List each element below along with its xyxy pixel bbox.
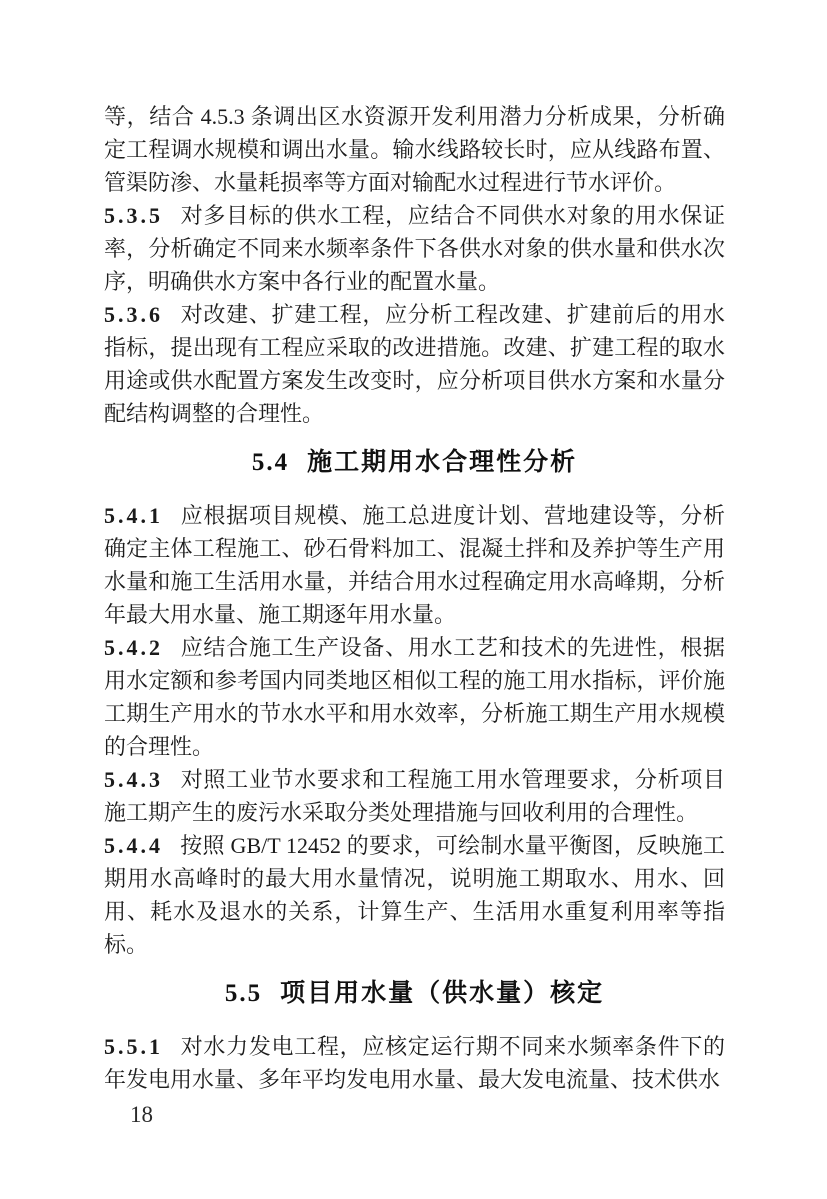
clause-text: 对照工业节水要求和工程施工用水管理要求，分析项目施工期产生的废污水采取分类处理措施与回收利用的合理性。 <box>104 767 725 825</box>
clause-text: 对多目标的供水工程，应结合不同供水对象的用水保证率，分析确定不同来水频率条件下各供水对象的供水量和供水次序，明确供水方案中各行业的配置水量。 <box>104 203 725 294</box>
clause-text: 等，结合 4.5.3 条调出区水资源开发利用潜力分析成果，分析确定工程调水规模和调出水量。输水线路较长时，应从线路布置、管渠防渗、水量耗损率等方面对输配水过程进行节水评价。 <box>104 104 725 195</box>
section-title: 施工期用水合理性分析 <box>307 448 578 476</box>
clause-text: 应根据项目规模、施工总进度计划、营地建设等，分析确定主体工程施工、砂石骨料加工、混凝土拌和及养护等生产用水量和施工生活用水量，并结合用水过程确定用水高峰期，分析年最大用水量、施工期逐年用水量。 <box>104 503 725 627</box>
clause-paragraph <box>104 298 725 430</box>
section-heading <box>104 444 725 481</box>
clause-text: 对水力发电工程，应核定运行期不同来水频率条件下的年发电用水量、多年平均发电用水量、最大发电流量、技术供水 <box>104 1034 725 1092</box>
clause-text: 对改建、扩建工程，应分析工程改建、扩建前后的用水指标，提出现有工程应采取的改进措施。改建、扩建工程的取水用途或供水配置方案发生改变时，应分析项目供水方案和水量分配结构调整的合理性。 <box>104 302 725 426</box>
clause-paragraph <box>104 631 725 763</box>
page-number: 18 <box>130 1102 153 1127</box>
continuation-paragraph <box>104 100 725 199</box>
clause-paragraph <box>104 1030 725 1096</box>
clause-paragraph <box>104 499 725 631</box>
section-number: 5.4 <box>251 449 290 476</box>
section-title: 项目用水量（供水量）核定 <box>280 979 605 1007</box>
clause-number: 5.4.1 <box>104 503 163 528</box>
clause-number: 5.3.6 <box>104 302 163 327</box>
clause-number: 5.5.1 <box>104 1034 163 1059</box>
clause-text: 应结合施工生产设备、用水工艺和技术的先进性，根据用水定额和参考国内同类地区相似工程的施工用水指标，评价施工期生产用水的节水水平和用水效率，分析施工期生产用水规模的合理性。 <box>104 635 725 759</box>
clause-number: 5.4.2 <box>104 635 163 660</box>
clause-number: 5.4.4 <box>104 833 163 858</box>
clause-number: 5.3.5 <box>104 203 163 228</box>
clause-text: 按照 GB/T 12452 的要求，可绘制水量平衡图，反映施工期用水高峰时的最大用水量情况，说明施工期取水、用水、回用、耗水及退水的关系，计算生产、生活用水重复利用率等指标。 <box>104 833 725 957</box>
clause-paragraph <box>104 199 725 298</box>
page-content <box>104 100 725 1096</box>
section-heading <box>104 975 725 1012</box>
clause-number: 5.4.3 <box>104 767 163 792</box>
section-number: 5.5 <box>224 980 263 1007</box>
clause-paragraph <box>104 829 725 961</box>
clause-paragraph <box>104 763 725 829</box>
